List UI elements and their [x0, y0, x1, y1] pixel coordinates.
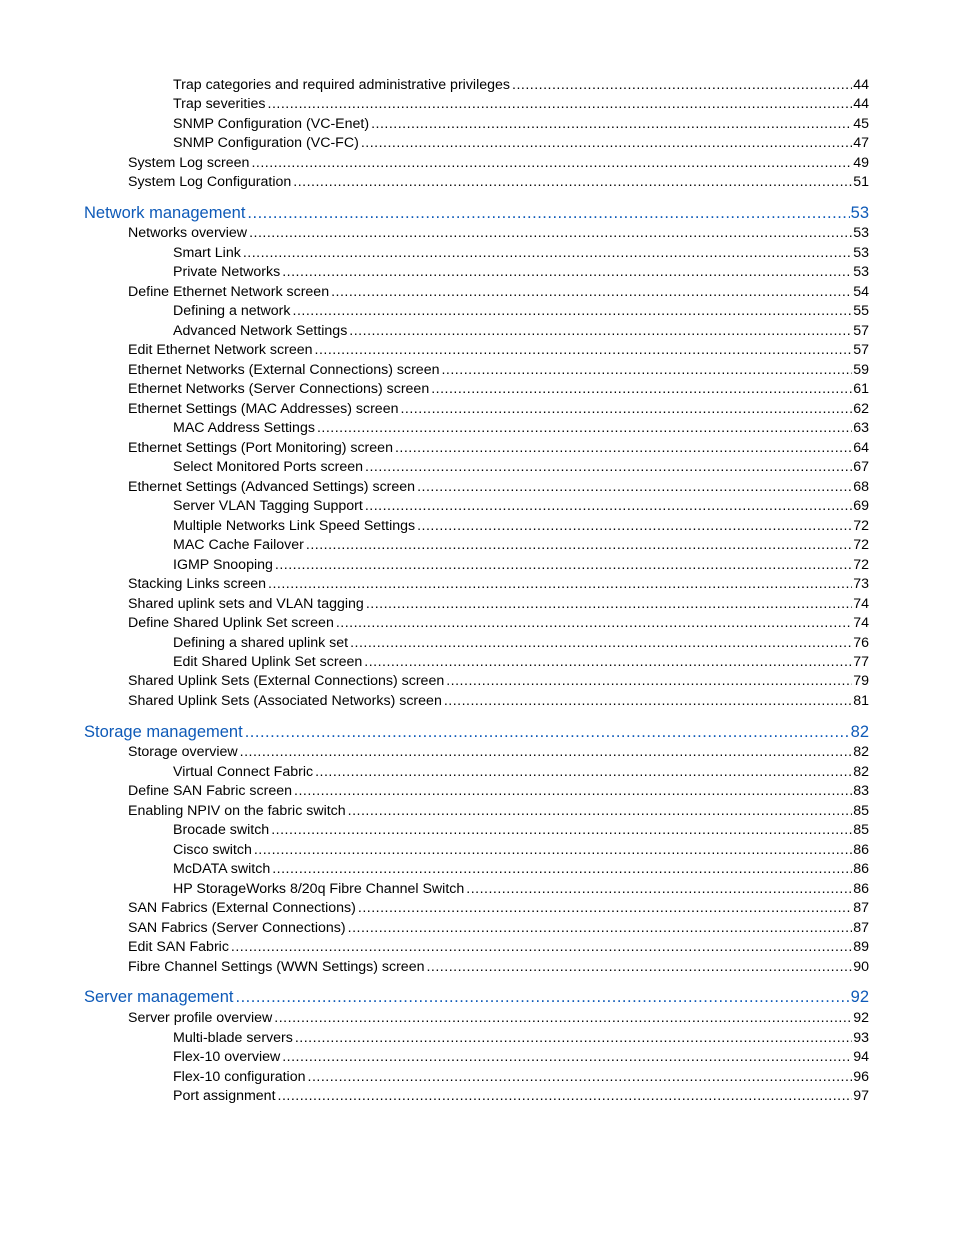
dot-leader — [272, 860, 852, 879]
toc-entry-title: Fibre Channel Settings (WWN Settings) screen — [128, 958, 425, 975]
toc-entry-title: Ethernet Settings (Port Monitoring) screen — [128, 439, 393, 456]
toc-entry-link[interactable] — [128, 595, 869, 614]
toc-entry-link[interactable] — [128, 575, 869, 594]
toc-page-number: 94 — [853, 1048, 869, 1065]
toc-page-number: 59 — [853, 361, 869, 378]
toc-entry-link[interactable] — [128, 672, 869, 691]
toc-entry-link[interactable] — [128, 154, 869, 173]
dot-leader — [366, 595, 852, 614]
toc-entry-title: Flex-10 overview — [173, 1048, 281, 1065]
dot-leader — [426, 958, 852, 977]
dot-leader — [364, 653, 852, 672]
toc-entry-title: Define Shared Uplink Set screen — [128, 614, 334, 631]
toc-entry-title: Edit SAN Fabric — [128, 938, 229, 955]
toc-entry-link[interactable] — [173, 880, 869, 899]
toc-page-number: 57 — [853, 341, 869, 358]
toc-page-number: 53 — [853, 263, 869, 280]
toc-page-number: 82 — [853, 743, 869, 760]
toc-page-number: 86 — [853, 860, 869, 877]
toc-entry-link[interactable] — [128, 341, 869, 360]
toc-page-number: 79 — [853, 672, 869, 689]
toc-entry-title: MAC Address Settings — [173, 419, 315, 436]
toc-entry-link[interactable] — [128, 614, 869, 633]
toc-entry-title: Multiple Networks Link Speed Settings — [173, 517, 416, 534]
dot-leader — [336, 614, 852, 633]
dot-leader — [236, 985, 850, 1009]
toc-entry-link[interactable] — [128, 802, 869, 821]
toc-page-number: 87 — [853, 899, 869, 916]
dot-leader — [274, 1009, 852, 1028]
dot-leader — [271, 821, 852, 840]
toc-entry-link[interactable] — [128, 361, 869, 380]
toc-entry-link[interactable] — [173, 653, 869, 672]
dot-leader — [295, 1029, 852, 1048]
toc-page-number: 93 — [853, 1029, 869, 1046]
toc-entry-title: Ethernet Settings (Advanced Settings) screen — [128, 478, 416, 495]
toc-page-number: 92 — [853, 1009, 869, 1026]
dot-leader — [275, 556, 852, 575]
toc-entry-link[interactable] — [128, 380, 869, 399]
toc-entry-title: System Log screen — [128, 154, 250, 171]
toc-page-number: 86 — [853, 841, 869, 858]
dot-leader — [358, 899, 852, 918]
dot-leader — [512, 76, 852, 95]
toc-entry-title: Multi-blade servers — [173, 1029, 293, 1046]
toc-page-number: 97 — [853, 1087, 869, 1104]
toc-entry-link[interactable] — [173, 419, 869, 438]
toc-entry-link[interactable] — [173, 244, 869, 263]
toc-entry-link[interactable] — [128, 1009, 869, 1028]
toc-page-number: 44 — [853, 76, 869, 93]
toc-entry-link[interactable] — [173, 763, 869, 782]
toc-page-number: 87 — [853, 919, 869, 936]
toc-page-number: 74 — [853, 614, 869, 631]
toc-page-number: 77 — [853, 653, 869, 670]
toc-page-number: 55 — [853, 302, 869, 319]
toc-page-number: 74 — [853, 595, 869, 612]
dot-leader — [466, 880, 852, 899]
toc-entry-link[interactable] — [128, 919, 869, 938]
dot-leader — [395, 439, 852, 458]
toc-page-number: 51 — [853, 173, 869, 190]
toc-entry-link[interactable] — [173, 860, 869, 879]
toc-entry-title: Flex-10 configuration — [173, 1068, 306, 1085]
dot-leader — [254, 841, 852, 860]
dot-leader — [315, 341, 853, 360]
dot-leader — [249, 224, 852, 243]
toc-entry-title: Define SAN Fabric screen — [128, 782, 293, 799]
toc-page-number: 83 — [853, 782, 869, 799]
toc-entry-link[interactable] — [173, 841, 869, 860]
toc-entry-title: SAN Fabrics (External Connections) — [128, 899, 356, 916]
dot-leader — [247, 201, 849, 225]
toc-page-number: 53 — [853, 244, 869, 261]
toc-entry-link[interactable] — [128, 173, 869, 192]
toc-page-number: 54 — [853, 283, 869, 300]
dot-leader — [268, 575, 852, 594]
toc-entry-title: Defining a network — [173, 302, 291, 319]
toc-page-number: 53 — [850, 204, 869, 222]
toc-entry-link[interactable] — [173, 263, 869, 282]
toc-chapter-link[interactable] — [84, 985, 869, 1009]
dot-leader — [282, 263, 852, 282]
toc-entry-title: Port assignment — [173, 1087, 276, 1104]
toc-entry-link[interactable] — [173, 322, 869, 341]
dot-leader — [293, 302, 853, 321]
toc-page-number: 68 — [853, 478, 869, 495]
toc-entry-link[interactable] — [173, 458, 869, 477]
toc-entry-link[interactable] — [173, 115, 869, 134]
toc-entry-link[interactable] — [128, 478, 869, 497]
toc-entry-title: McDATA switch — [173, 860, 271, 877]
dot-leader — [361, 134, 852, 153]
toc-entry-link[interactable] — [173, 76, 869, 95]
toc-entry-title: Define Ethernet Network screen — [128, 283, 330, 300]
toc-entry-link[interactable] — [173, 497, 869, 516]
toc-entry-title: Cisco switch — [173, 841, 252, 858]
dot-leader — [371, 115, 852, 134]
dot-leader — [348, 802, 853, 821]
dot-leader — [278, 1087, 853, 1106]
dot-leader — [251, 154, 852, 173]
toc-entry-link[interactable] — [173, 1048, 869, 1067]
toc-page-number: 82 — [850, 723, 869, 741]
dot-leader — [431, 380, 852, 399]
toc-page-number: 67 — [853, 458, 869, 475]
dot-leader — [306, 536, 852, 555]
toc-entry-title: IGMP Snooping — [173, 556, 273, 573]
dot-leader — [245, 720, 850, 744]
dot-leader — [294, 782, 852, 801]
toc-entry-title: Storage management — [84, 723, 243, 741]
toc-page-number: 62 — [853, 400, 869, 417]
toc-entry-title: System Log Configuration — [128, 173, 292, 190]
dot-leader — [231, 938, 852, 957]
toc-entry-link[interactable] — [128, 283, 869, 302]
toc-entry-link[interactable] — [173, 517, 869, 536]
toc-entry-title: Server management — [84, 988, 234, 1006]
toc-entry-title: MAC Cache Failover — [173, 536, 304, 553]
dot-leader — [315, 763, 852, 782]
toc-page-number: 64 — [853, 439, 869, 456]
toc-entry-link[interactable] — [173, 95, 869, 114]
toc-page-number: 76 — [853, 634, 869, 651]
dot-leader — [331, 283, 852, 302]
toc-entry-link[interactable] — [173, 302, 869, 321]
toc-entry-link[interactable] — [173, 1087, 869, 1106]
toc-chapter-link[interactable] — [84, 720, 869, 744]
dot-leader — [365, 458, 852, 477]
toc-entry-title: Shared Uplink Sets (Associated Networks) screen — [128, 692, 442, 709]
toc-entry-link[interactable] — [173, 536, 869, 555]
toc-page-number: 90 — [853, 958, 869, 975]
toc-page-number: 57 — [853, 322, 869, 339]
toc-entry-link[interactable] — [128, 938, 869, 957]
dot-leader — [349, 322, 852, 341]
dot-leader — [240, 743, 853, 762]
dot-leader — [268, 95, 853, 114]
dot-leader — [446, 672, 852, 691]
dot-leader — [417, 478, 852, 497]
dot-leader — [308, 1068, 853, 1087]
toc-entry-title: Server VLAN Tagging Support — [173, 497, 363, 514]
toc-entry-title: Trap categories and required administrative privileges — [173, 76, 510, 93]
toc-entry-title: Storage overview — [128, 743, 238, 760]
toc-page-number: 61 — [853, 380, 869, 397]
toc-page-number: 72 — [853, 536, 869, 553]
toc-page-number: 63 — [853, 419, 869, 436]
toc-page-number: 81 — [853, 692, 869, 709]
dot-leader — [417, 517, 852, 536]
toc-page-number: 85 — [853, 802, 869, 819]
toc-entry-title: SAN Fabrics (Server Connections) — [128, 919, 346, 936]
toc-chapter-link[interactable] — [84, 201, 869, 225]
dot-leader — [441, 361, 852, 380]
toc-entry-title: Enabling NPIV on the fabric switch — [128, 802, 346, 819]
toc-entry-link[interactable] — [173, 1068, 869, 1087]
toc-entry-title: Shared Uplink Sets (External Connections) screen — [128, 672, 445, 689]
toc-page-number: 47 — [853, 134, 869, 151]
toc-page-number: 49 — [853, 154, 869, 171]
toc-page-number: 72 — [853, 517, 869, 534]
toc-entry-title: Ethernet Networks (External Connections) screen — [128, 361, 440, 378]
toc-entry-title: Network management — [84, 204, 246, 222]
toc-entry-link[interactable] — [128, 400, 869, 419]
toc-entry-link[interactable] — [128, 958, 869, 977]
toc-page-number: 72 — [853, 556, 869, 573]
toc-page-number: 69 — [853, 497, 869, 514]
dot-leader — [317, 419, 852, 438]
dot-leader — [350, 634, 852, 653]
toc-entry-link[interactable] — [173, 556, 869, 575]
toc-entry-link[interactable] — [173, 821, 869, 840]
toc-entry-link[interactable] — [128, 692, 869, 711]
toc-page-number: 92 — [850, 988, 869, 1006]
toc-entry-title: Trap severities — [173, 95, 266, 112]
toc-entry-title: Ethernet Networks (Server Connections) screen — [128, 380, 430, 397]
toc-entry-link[interactable] — [173, 1029, 869, 1048]
toc-entry-link[interactable] — [173, 634, 869, 653]
dot-leader — [293, 173, 852, 192]
toc-entry-title: Server profile overview — [128, 1009, 273, 1026]
toc-entry-title: Defining a shared uplink set — [173, 634, 349, 651]
toc-entry-title: Brocade switch — [173, 821, 270, 838]
dot-leader — [365, 497, 852, 516]
toc-page-number: 82 — [853, 763, 869, 780]
toc-entry-title: Advanced Network Settings — [173, 322, 348, 339]
toc-entry-title: Shared uplink sets and VLAN tagging — [128, 595, 364, 612]
toc-entry-link[interactable] — [128, 899, 869, 918]
toc-entry-title: Smart Link — [173, 244, 241, 261]
toc-entry-link[interactable] — [173, 134, 869, 153]
dot-leader — [282, 1048, 852, 1067]
toc-page-number: 44 — [853, 95, 869, 112]
toc-entry-title: SNMP Configuration (VC-FC) — [173, 134, 359, 151]
toc-page-number: 73 — [853, 575, 869, 592]
toc-entry-link[interactable] — [128, 439, 869, 458]
toc-entry-title: Edit Ethernet Network screen — [128, 341, 313, 358]
toc-entry-title: Ethernet Settings (MAC Addresses) screen — [128, 400, 399, 417]
toc-entry-title: Networks overview — [128, 224, 248, 241]
dot-leader — [444, 692, 852, 711]
toc-entry-title: Stacking Links screen — [128, 575, 267, 592]
toc-entry-link[interactable] — [128, 743, 869, 762]
dot-leader — [243, 244, 852, 263]
toc-entry-link[interactable] — [128, 224, 869, 243]
toc-entry-title: Edit Shared Uplink Set screen — [173, 653, 363, 670]
toc-page-number: 53 — [853, 224, 869, 241]
toc-page-number: 89 — [853, 938, 869, 955]
toc-entry-title: Private Networks — [173, 263, 281, 280]
toc-entry-link[interactable] — [128, 782, 869, 801]
toc-entry-title: Select Monitored Ports screen — [173, 458, 364, 475]
toc-entry-title: Virtual Connect Fabric — [173, 763, 314, 780]
toc-page-number: 85 — [853, 821, 869, 838]
toc-page-number: 96 — [853, 1068, 869, 1085]
toc-entry-title: SNMP Configuration (VC-Enet) — [173, 115, 370, 132]
toc-page-number: 86 — [853, 880, 869, 897]
dot-leader — [400, 400, 852, 419]
dot-leader — [348, 919, 853, 938]
toc-page-number: 45 — [853, 115, 869, 132]
toc-entry-title: HP StorageWorks 8/20q Fibre Channel Switch — [173, 880, 465, 897]
